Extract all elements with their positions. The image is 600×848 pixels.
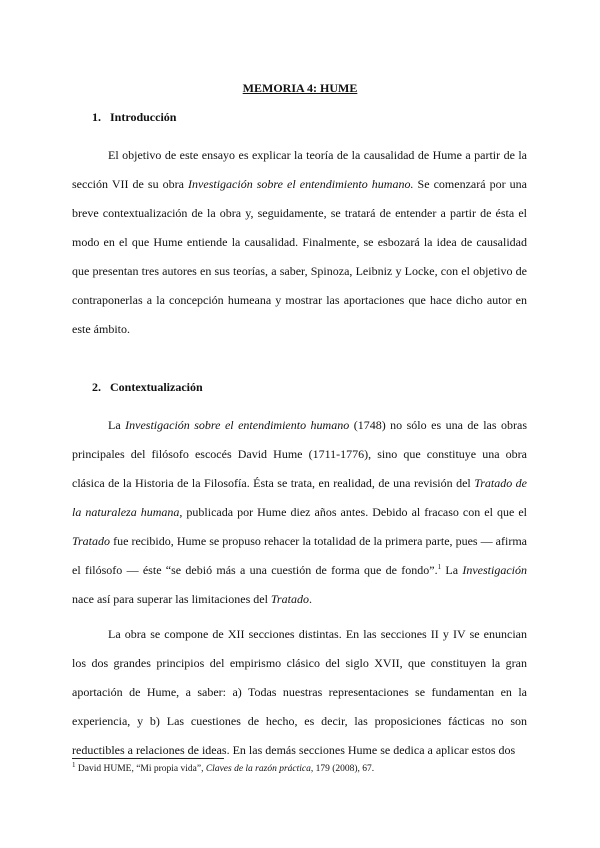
text-run: fue recibido, Hume se propuso rehacer la totalidad de la primera parte, pues — afirma el filósofo — éste “se debió más a una cuestión de forma que de fondo”. bbox=[72, 534, 527, 577]
italic-run: Investigación sobre el entendimiento humano bbox=[125, 418, 350, 432]
text-run: (1748) no sólo es una de las obras principales del filósofo escocés David Hume (1711-1776), sino que constituye una obra clásica de la Historia de la Filosofía. Ésta se trata, en realidad, de una revisión del bbox=[72, 418, 527, 490]
section-number: 1. bbox=[92, 110, 101, 124]
section-heading-contextualizacion bbox=[92, 380, 203, 395]
text-run: , 179 (2008), 67. bbox=[310, 764, 375, 774]
italic-run: Claves de la razón práctica bbox=[205, 764, 311, 774]
text-run: nace así para superar las limitaciones del bbox=[72, 592, 271, 606]
text-run: publicada por Hume diez años antes. Debido al fracaso con el que el bbox=[182, 505, 527, 519]
section-title: Introducción bbox=[110, 110, 177, 124]
footnote-mark: 1 bbox=[72, 760, 76, 769]
section-title: Contextualización bbox=[110, 380, 203, 394]
text-run: Se comenzará por una breve contextualización de la obra y, seguidamente, se tratará de entender a partir de ésta el modo en el que Hume entiende la causalidad. Finalmente, se esbozará la idea de causalidad que presentan tres autores en sus teorías, a saber, Spinoza, Leibniz y Locke, con el objetivo de contraponerlas a la concepción humeana y mostrar las aportaciones que hace dicho autor en este ámbito. bbox=[72, 177, 527, 336]
paragraph-contextualizacion-1 bbox=[72, 411, 527, 614]
italic-run: Tratado bbox=[72, 534, 111, 548]
footnote-reference[interactable]: 1 bbox=[437, 563, 442, 571]
text-run: La obra se compone de XII secciones distintas. En las secciones II y IV se enuncian los dos grandes principios del empirismo clásico del siglo XVII, que constituyen la gran aportación de Hume, a saber: a) Todas nuestras representaciones se fundamentan en la experiencia, y b) Las cuestiones de hecho, es decir, las proposiciones fácticas no son reductibles a relaciones de ideas. En las demás secciones Hume se dedica a aplicar estos dos bbox=[72, 627, 527, 757]
paragraph-contextualizacion-2 bbox=[72, 620, 527, 765]
italic-run: Tratado de la naturaleza humana, bbox=[72, 476, 528, 519]
footnote bbox=[72, 760, 375, 774]
italic-run: Investigación bbox=[462, 563, 527, 577]
text-run: El objetivo de este ensayo es explicar la teoría de la causalidad de Hume a partir de la sección VII de su obra bbox=[72, 148, 527, 191]
section-number: 2. bbox=[92, 380, 101, 394]
italic-run: Investigación sobre el entendimiento humano. bbox=[188, 177, 414, 191]
text-run: La bbox=[441, 563, 463, 577]
section-heading-introduccion bbox=[92, 110, 176, 125]
paragraph-introduccion bbox=[72, 141, 527, 344]
document-title: MEMORIA 4: HUME bbox=[242, 81, 358, 95]
text-run: . bbox=[308, 592, 312, 606]
text-run: La bbox=[108, 418, 126, 432]
footnote-separator bbox=[72, 758, 224, 759]
italic-run: Tratado bbox=[270, 592, 309, 606]
text-run: David HUME, “Mi propia vida”, bbox=[75, 764, 206, 774]
